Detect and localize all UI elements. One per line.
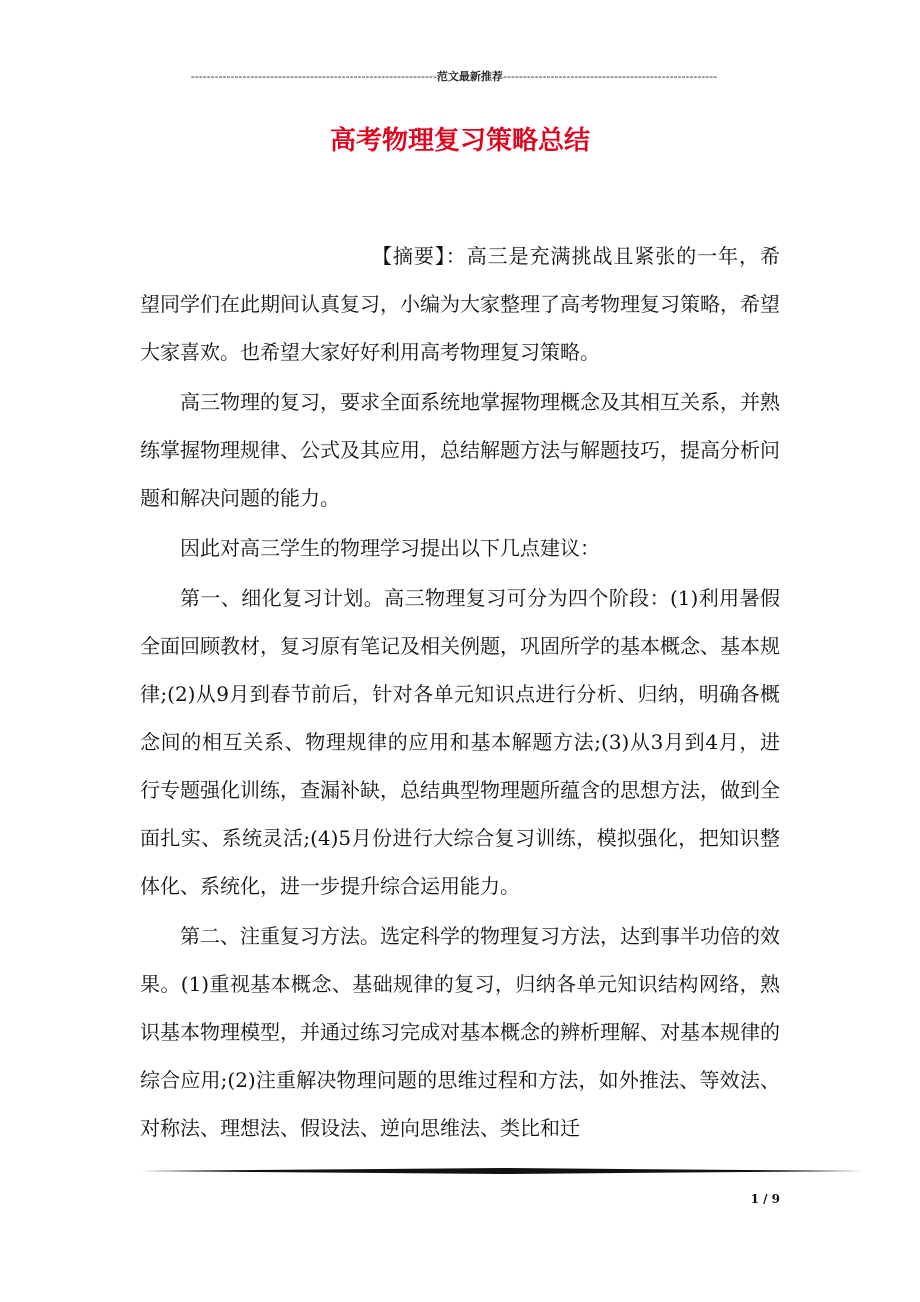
header-left-dashes: -------------------------------------------------------------- <box>190 70 437 83</box>
page-header <box>140 68 768 84</box>
document-title: 高考物理复习策略总结 <box>329 126 590 156</box>
header-label: 范文最新推荐 <box>436 70 503 83</box>
body-paragraph: 第二、注重复习方法。选定科学的物理复习方法，达到事半功倍的效果。(1)重视基本概念、基础规律的复习，归纳各单元知识结构网络，熟识基本物理模型，并通过练习完成对基本概念的辨析理解、对基本规律的综合应用;(2)注重解决物理问题的思维过程和方法，如外推法、等效法、对称法、理想法、假设法、逆向思维法、类比和迁 <box>140 924 780 1140</box>
body-paragraph: 高三物理的复习，要求全面系统地掌握物理概念及其相互关系，并熟练掌握物理规律、公式及其应用，总结解题方法与解题技巧，提高分析问题和解决问题的能力。 <box>140 390 780 510</box>
body-paragraph: 因此对高三学生的物理学习提出以下几点建议： <box>180 536 600 560</box>
body-paragraph: 第一、细化复习计划。高三物理复习可分为四个阶段：(1)利用暑假全面回顾教材，复习原有笔记及相关例题，巩固所学的基本概念、基本规律;(2)从9月到春节前后，针对各单元知识点进行分析、归纳，明确各概念间的相互关系、物理规律的应用和基本解题方法;(3)从3月到4月，进行专题强化训练，查漏补缺，总结典型物理题所蕴含的思想方法，做到全面扎实、系统灵活;(4)5月份进行大综合复习训练，模拟强化，把知识整体化、系统化，进一步提升综合运用能力。 <box>140 586 780 898</box>
document-body <box>140 232 780 1154</box>
footer-divider <box>140 1168 864 1174</box>
summary-paragraph: 【摘要】：高三是充满挑战且紧张的一年，希望同学们在此期间认真复习，小编为大家整理了高考物理复习策略，希望大家喜欢。也希望大家好好利用高考物理复习策略。 <box>140 244 780 364</box>
header-right-dashes: ------------------------------------------------------ <box>502 70 718 83</box>
page-number: 1 / 9 <box>750 1192 780 1206</box>
